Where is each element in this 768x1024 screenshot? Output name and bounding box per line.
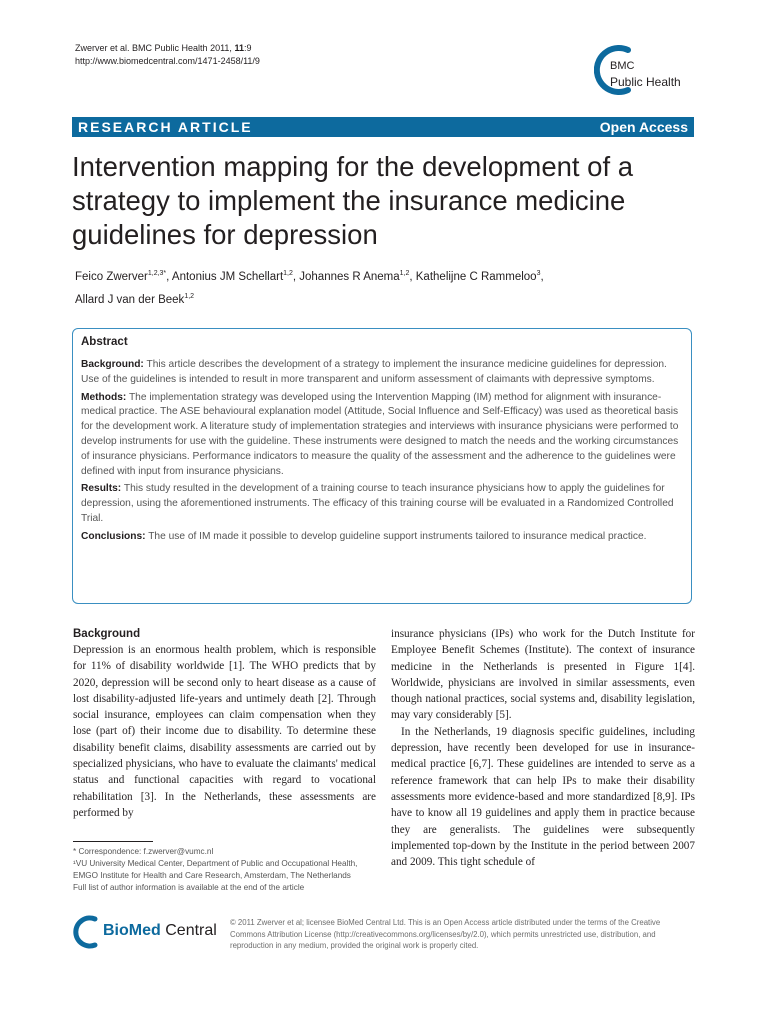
abstract-conclusions [81, 530, 687, 545]
abstract-section-text: This study resulted in the development of a training course to teach insurance physicians how to apply the guidelines for depression, using the aforementioned instruments. The efficacy of this training course will be evaluated in a Randomized Controlled Trial. [81, 483, 674, 524]
abstract-section-label: Background: [81, 359, 144, 370]
body-column-left [73, 626, 376, 821]
citation-volume: 11 [234, 43, 244, 53]
author-name: Kathelijne C Rammeloo [415, 270, 537, 283]
citation-year: 2011, [210, 43, 232, 53]
author-name: Antonius JM Schellart [171, 270, 284, 283]
abstract-results [81, 482, 687, 526]
author-affiliation: 1,2,3* [147, 270, 167, 277]
abstract-section-text: This article describes the development of a strategy to implement the insurance medicine guidelines for depression. Use of the guidelines is intended to result in more transparent and uniform assessment of claimants with depressive symptoms. [81, 359, 667, 385]
abstract-methods [81, 391, 687, 480]
article-type-label: RESEARCH ARTICLE [78, 119, 253, 135]
abstract-section-label: Conclusions: [81, 530, 146, 542]
article-title: Intervention mapping for the development of a strategy to implement the insurance medicine guidelines for depression [72, 151, 634, 250]
open-access-label: Open Access [599, 119, 688, 135]
abstract-box [72, 328, 692, 604]
citation-authors-journal: Zwerver et al. BMC Public Health [75, 43, 208, 53]
citation-article-no: :9 [243, 43, 252, 53]
citation-line [75, 42, 260, 55]
author-affiliation: 3 [536, 270, 541, 277]
biomed-text: BioMed [103, 922, 161, 939]
citation-header [75, 42, 260, 68]
abstract-section-label: Results: [81, 483, 122, 495]
author-affiliation: 1,2 [283, 270, 293, 277]
abstract-section-label: Methods: [81, 391, 127, 403]
body-paragraph: Depression is an enormous health problem, which is responsible for 11% of disability worldwide [1]. The WHO predicts that by 2020, depression will be second only to heart disease as a cause of lost disability-adjusted life-years and untimely death [2]. Through social insurance, employees can claim compensation when they lose (part of) their income due to disability. To determine these disability benefit claims, disability assessments are carried out by specialized physicians, who have to evaluate the claimants' medical status and functional capacities with regard to vocational rehabilitation [3]. In the Netherlands, these assessments are performed by [73, 644, 376, 819]
article-url[interactable]: http://www.biomedcentral.com/1471-2458/11/9 [75, 56, 260, 66]
author-list: Feico Zwerver$^{1,2,3*}$, Antonius JM Schellart$^{1,2}$, Johannes R Anema$^{1,2}$, Kathelijne C Rammeloo$^3$, Allard J van der Beek$^{1,2}$ [75, 270, 544, 306]
author-name: Feico Zwerver [75, 270, 148, 283]
article-type-bar [72, 117, 694, 137]
bmc-public-health-logo [594, 44, 704, 100]
section-heading-background: Background [73, 628, 141, 640]
author-info-note: Full list of author information is available at the end of the article [73, 883, 305, 892]
body-paragraph: In the Netherlands, 19 diagnosis specific guidelines, including depression, have recently been developed for use in insurance-medical practice [6,7]. These guidelines are intended to serve as a reference framework that can help IPs to make their disability assessments more evidence-based and more standardized [8,9]. IPs have to know all 19 guidelines and apply them in practice because they are generalists. The guidelines were subsequently implemented top-down by the Institute in the period between 2007 and 2009. This tight schedule of [391, 725, 695, 869]
abstract-heading: Abstract [81, 336, 128, 348]
abstract-background [81, 358, 687, 388]
biomed-wordmark [103, 922, 217, 940]
abstract-section-text: The implementation strategy was developed using the Intervention Mapping (IM) method for alignment with insurance-medical practice. The ASE behavioural explanation model (Attitude, Social Influence and Self-Efficacy) was used as theoretical basis for the development work. A literature study of implementation strategies and interviews with insurance physicians were performed to develop instruments for use with the guideline. These instruments were designed to match the needs and the working circumstances of insurance physicians. Performance indicators to measure the quality of the assessment and the adherence to the guidelines were defined with input from insurance physicians. [81, 391, 679, 477]
footnote-divider [73, 841, 153, 842]
author-name: Allard J van der Beek [75, 293, 185, 306]
central-text: Central [165, 922, 217, 939]
abstract-body [81, 358, 687, 548]
correspondence-note: * Correspondence: f.zwerver@vumc.nl [73, 847, 214, 856]
author-affiliation: 1,2 [184, 292, 195, 300]
abstract-section-text: The use of IM made it possible to develop guideline support instruments tailored to insurance medical practice. [148, 530, 647, 542]
biomed-central-logo [73, 914, 223, 950]
logo-journal-name: Public Health [610, 75, 681, 89]
footnotes [73, 846, 373, 894]
body-paragraph: insurance physicians (IPs) who work for the Dutch Institute for Employee Benefit Schemes (Institute). The context of insurance medicine in the Netherlands is presented in Figure 1[4]. Worldwide, physicians are involved in similar assessments, even though national practices, social systems and, disability legislation, may vary considerably [5]. [391, 628, 695, 722]
body-column-right [391, 626, 695, 870]
affiliation-note: ¹VU University Medical Center, Department of Public and Occupational Health, EMGO Institute for Health and Care Research, Amsterdam, The Netherlands [73, 859, 358, 880]
logo-bmc-text: BMC [610, 60, 635, 72]
biomed-swirl-icon [73, 914, 101, 950]
author-name: Johannes R Anema [299, 270, 400, 283]
license-text: © 2011 Zwerver et al; licensee BioMed Central Ltd. This is an Open Access article distributed under the terms of the Creative Commons Attribution License (http://creativecommons.org/licenses/by/2.0), which permits unrestricted use, distribution, and reproduction in any medium, provided the original work is properly cited. [230, 918, 661, 950]
author-affiliation: 1,2 [399, 270, 410, 277]
